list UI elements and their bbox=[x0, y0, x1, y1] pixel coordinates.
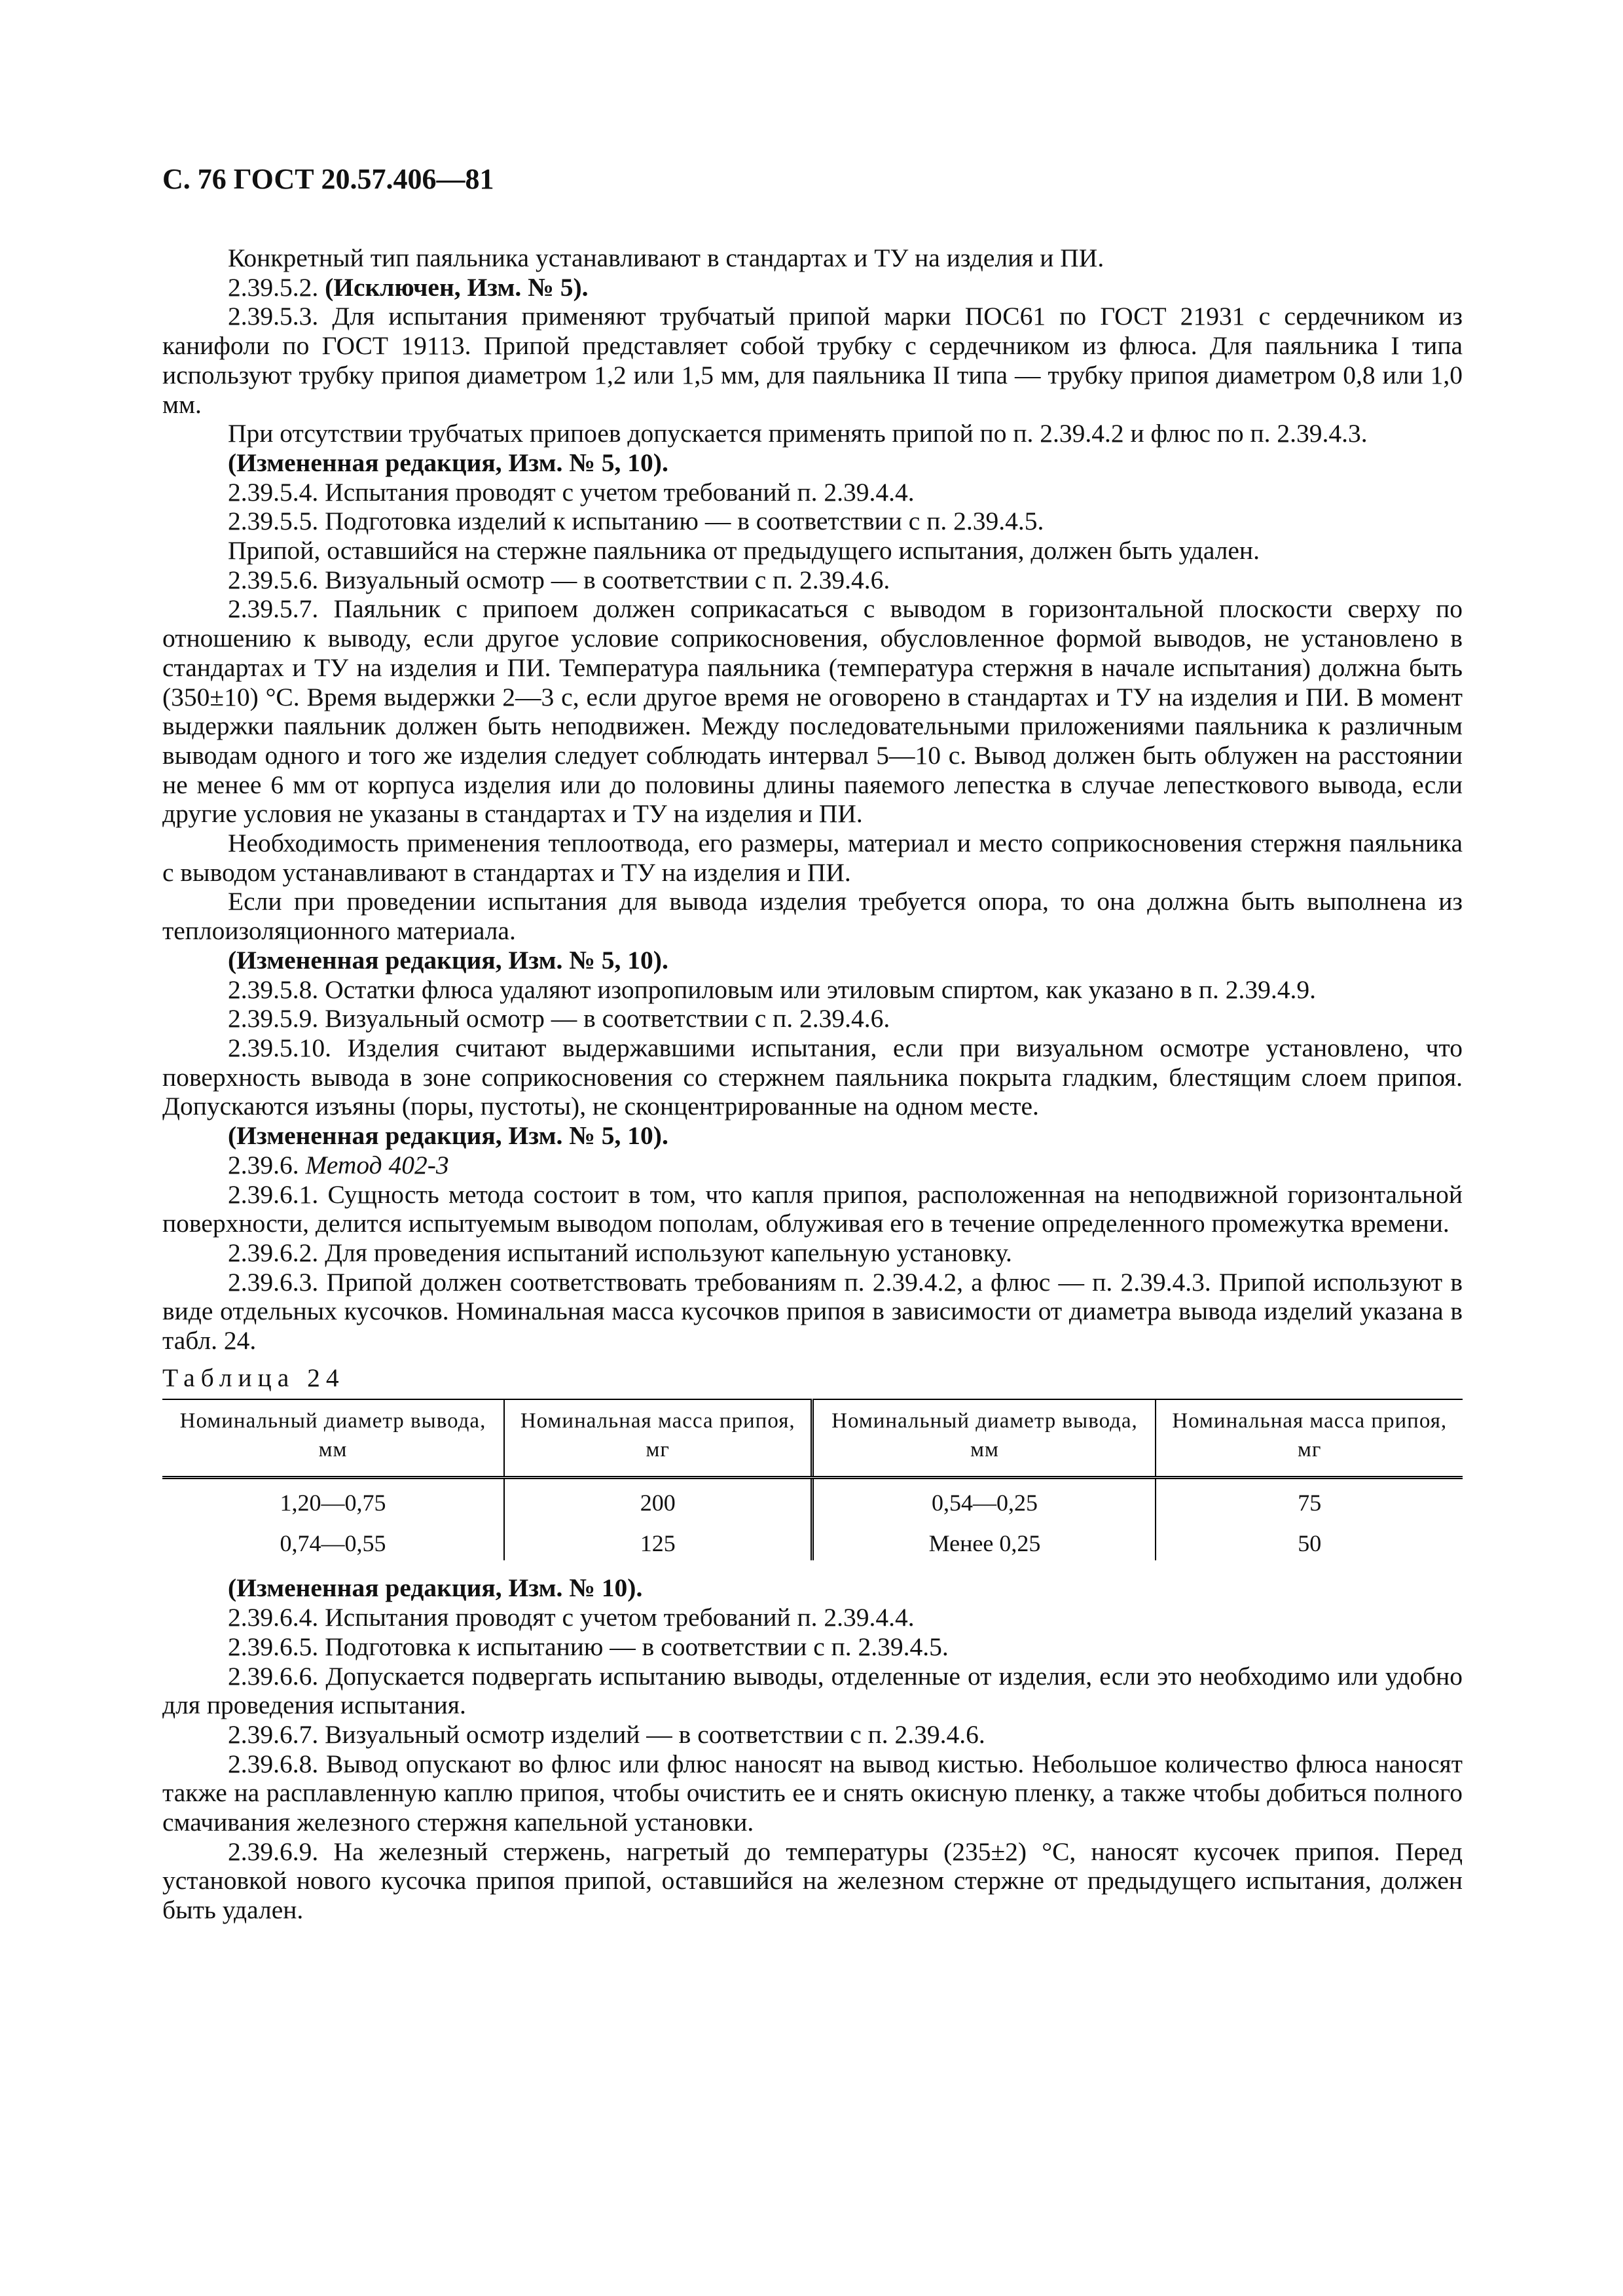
paragraph: 2.39.6.5. Подготовка к испытанию — в соответствии с п. 2.39.4.5. bbox=[228, 1632, 949, 1661]
paragraphs-after-table bbox=[162, 1573, 1463, 1924]
paragraph: 2.39.6.9. На железный стержень, нагретый до температуры (235±2) °С, наносят кусочек припоя. Перед установкой нового кусочка припоя припой, оставшийся на железном стержне от предыдущего испытания, должен быть удален. bbox=[162, 1837, 1463, 1925]
table-row bbox=[162, 1478, 1463, 1520]
table-cell: 0,74—0,55 bbox=[280, 1530, 386, 1557]
table-header-cell: Номинальная масса припоя, мг bbox=[1156, 1399, 1463, 1478]
paragraph: 2.39.6. Метод 402-3 bbox=[228, 1150, 449, 1179]
table-cell: 0,54—0,25 bbox=[812, 1478, 1156, 1520]
method-title: Метод 402-3 bbox=[305, 1150, 449, 1179]
paragraph: Конкретный тип паяльника устанавливают в стандартах и ТУ на изделия и ПИ. bbox=[228, 243, 1104, 272]
table-cell: 125 bbox=[504, 1520, 812, 1560]
paragraph: 2.39.6.4. Испытания проводят с учетом требований п. 2.39.4.4. bbox=[228, 1603, 915, 1632]
table-cell: 50 bbox=[1156, 1520, 1463, 1560]
paragraph: 2.39.5.10. Изделия считают выдержавшими испытания, если при визуальном осмотре установлено, что поверхность вывода в зоне соприкосновения со стержнем паяльника покрыта гладким, блестящим слоем припоя. Допускаются изъяны (поры, пустоты), не сконцентрированные на одном месте. bbox=[162, 1033, 1463, 1121]
paragraphs-before-table bbox=[162, 243, 1463, 1355]
table-header-cell: Номинальный диаметр вывода, мм bbox=[812, 1399, 1156, 1478]
table-header-cell: Номинальная масса припоя, мг bbox=[504, 1399, 812, 1478]
paragraph: 2.39.6.1. Сущность метода состоит в том, что капля припоя, расположенная на неподвижной горизонтальной поверхности, делится испытуемым выводом пополам, облуживая его в течение определенного промежутка времени. bbox=[162, 1179, 1463, 1238]
paragraph: 2.39.5.2. (Исключен, Изм. № 5). bbox=[228, 272, 589, 302]
table-header-row bbox=[162, 1399, 1463, 1478]
table-cell: 200 bbox=[504, 1478, 812, 1520]
document-body bbox=[162, 243, 1463, 1925]
table-row bbox=[162, 1520, 1463, 1560]
paragraph: 2.39.6.3. Припой должен соответствовать требованиям п. 2.39.4.2, а флюс — п. 2.39.4.3. Припой используют в виде отдельных кусочков. Номинальная масса кусочков припоя в зависимости от диаметра вывода изделий указана в табл. 24. bbox=[162, 1267, 1463, 1355]
paragraph: 2.39.6.6. Допускается подвергать испытанию выводы, отделенные от изделия, если это необходимо или удобно для проведения испытания. bbox=[162, 1661, 1463, 1720]
paragraph: 2.39.5.4. Испытания проводят с учетом требований п. 2.39.4.4. bbox=[228, 477, 915, 507]
paragraph: Если при проведении испытания для вывода изделия требуется опора, то она должна быть выполнена из теплоизоляционного материала. bbox=[162, 887, 1463, 946]
amendment-note: (Измененная редакция, Изм. № 10). bbox=[228, 1573, 643, 1603]
page-header: С. 76 ГОСТ 20.57.406—81 bbox=[162, 163, 494, 195]
paragraph: 2.39.6.2. Для проведения испытаний используют капельную установку. bbox=[228, 1238, 1012, 1267]
table-24 bbox=[162, 1399, 1463, 1560]
table-header-cell: Номинальный диаметр вывода, мм bbox=[162, 1399, 504, 1478]
table-cell: 75 bbox=[1156, 1478, 1463, 1520]
paragraph: 2.39.5.7. Паяльник с припоем должен соприкасаться с выводом в горизонтальной плоскости сверху по отношению к выводу, если другое условие соприкосновения, обусловленное формой выводов, не установлено в стандартах и ТУ на изделия и ПИ. Температура паяльника (температура стержня в начале испытания) должна быть (350±10) °С. Время выдержки 2—3 с, если другое время не оговорено в стандартах и ТУ на изделия и ПИ. В момент выдержки паяльник должен быть неподвижен. Между последовательными приложениями паяльника к различным выводам одного и того же изделия следует соблюдать интервал 5—10 с. Вывод должен быть облужен на расстоянии не менее 6 мм от корпуса изделия или до половины длины паяемого лепестка в случае лепесткового вывода, если другие условия не указаны в стандартах и ТУ на изделия и ПИ. bbox=[162, 594, 1463, 829]
paragraph: 2.39.5.5. Подготовка изделий к испытанию — в соответствии с п. 2.39.4.5. bbox=[228, 507, 1044, 536]
paragraph: При отсутствии трубчатых припоев допускается применять припой по п. 2.39.4.2 и флюс по п. 2.39.4.3. bbox=[228, 419, 1368, 448]
paragraph: 2.39.5.8. Остатки флюса удаляют изопропиловым или этиловым спиртом, как указано в п. 2.39.4.9. bbox=[228, 975, 1316, 1004]
amendment-note: (Измененная редакция, Изм. № 5, 10). bbox=[228, 448, 668, 477]
table-caption: Таблица 24 bbox=[162, 1363, 345, 1392]
amendment-inline: (Исключен, Изм. № 5). bbox=[325, 272, 589, 302]
table-cell: Менее 0,25 bbox=[812, 1520, 1156, 1560]
paragraph: 2.39.5.3. Для испытания применяют трубчатый припой марки ПОС61 по ГОСТ 21931 с сердечником из канифоли по ГОСТ 19113. Припой представляет собой трубку с сердечником из флюса. Для паяльника I типа используют трубку припоя диаметром 1,2 или 1,5 мм, для паяльника II типа — трубку припоя диаметром 0,8 или 1,0 мм. bbox=[162, 302, 1463, 419]
paragraph: 2.39.5.6. Визуальный осмотр — в соответствии с п. 2.39.4.6. bbox=[228, 565, 890, 594]
paragraph: Припой, оставшийся на стержне паяльника от предыдущего испытания, должен быть удален. bbox=[228, 536, 1260, 565]
paragraph: 2.39.5.9. Визуальный осмотр — в соответствии с п. 2.39.4.6. bbox=[228, 1004, 890, 1033]
paragraph: 2.39.6.8. Вывод опускают во флюс или флюс наносят на вывод кистью. Небольшое количество флюса наносят также на расплавленную каплю припоя, чтобы очистить ее и снять окисную пленку, а также чтобы добиться полного смачивания железного стержня капельной установки. bbox=[162, 1749, 1463, 1837]
amendment-note: (Измененная редакция, Изм. № 5, 10). bbox=[228, 945, 668, 975]
paragraph: Необходимость применения теплоотвода, его размеры, материал и место соприкосновения стержня паяльника с выводом устанавливают в стандартах и ТУ на изделия и ПИ. bbox=[162, 829, 1463, 887]
table-cell: 1,20—0,75 bbox=[280, 1490, 386, 1516]
amendment-note: (Измененная редакция, Изм. № 5, 10). bbox=[228, 1121, 668, 1151]
paragraph: 2.39.6.7. Визуальный осмотр изделий — в соответствии с п. 2.39.4.6. bbox=[228, 1719, 985, 1749]
